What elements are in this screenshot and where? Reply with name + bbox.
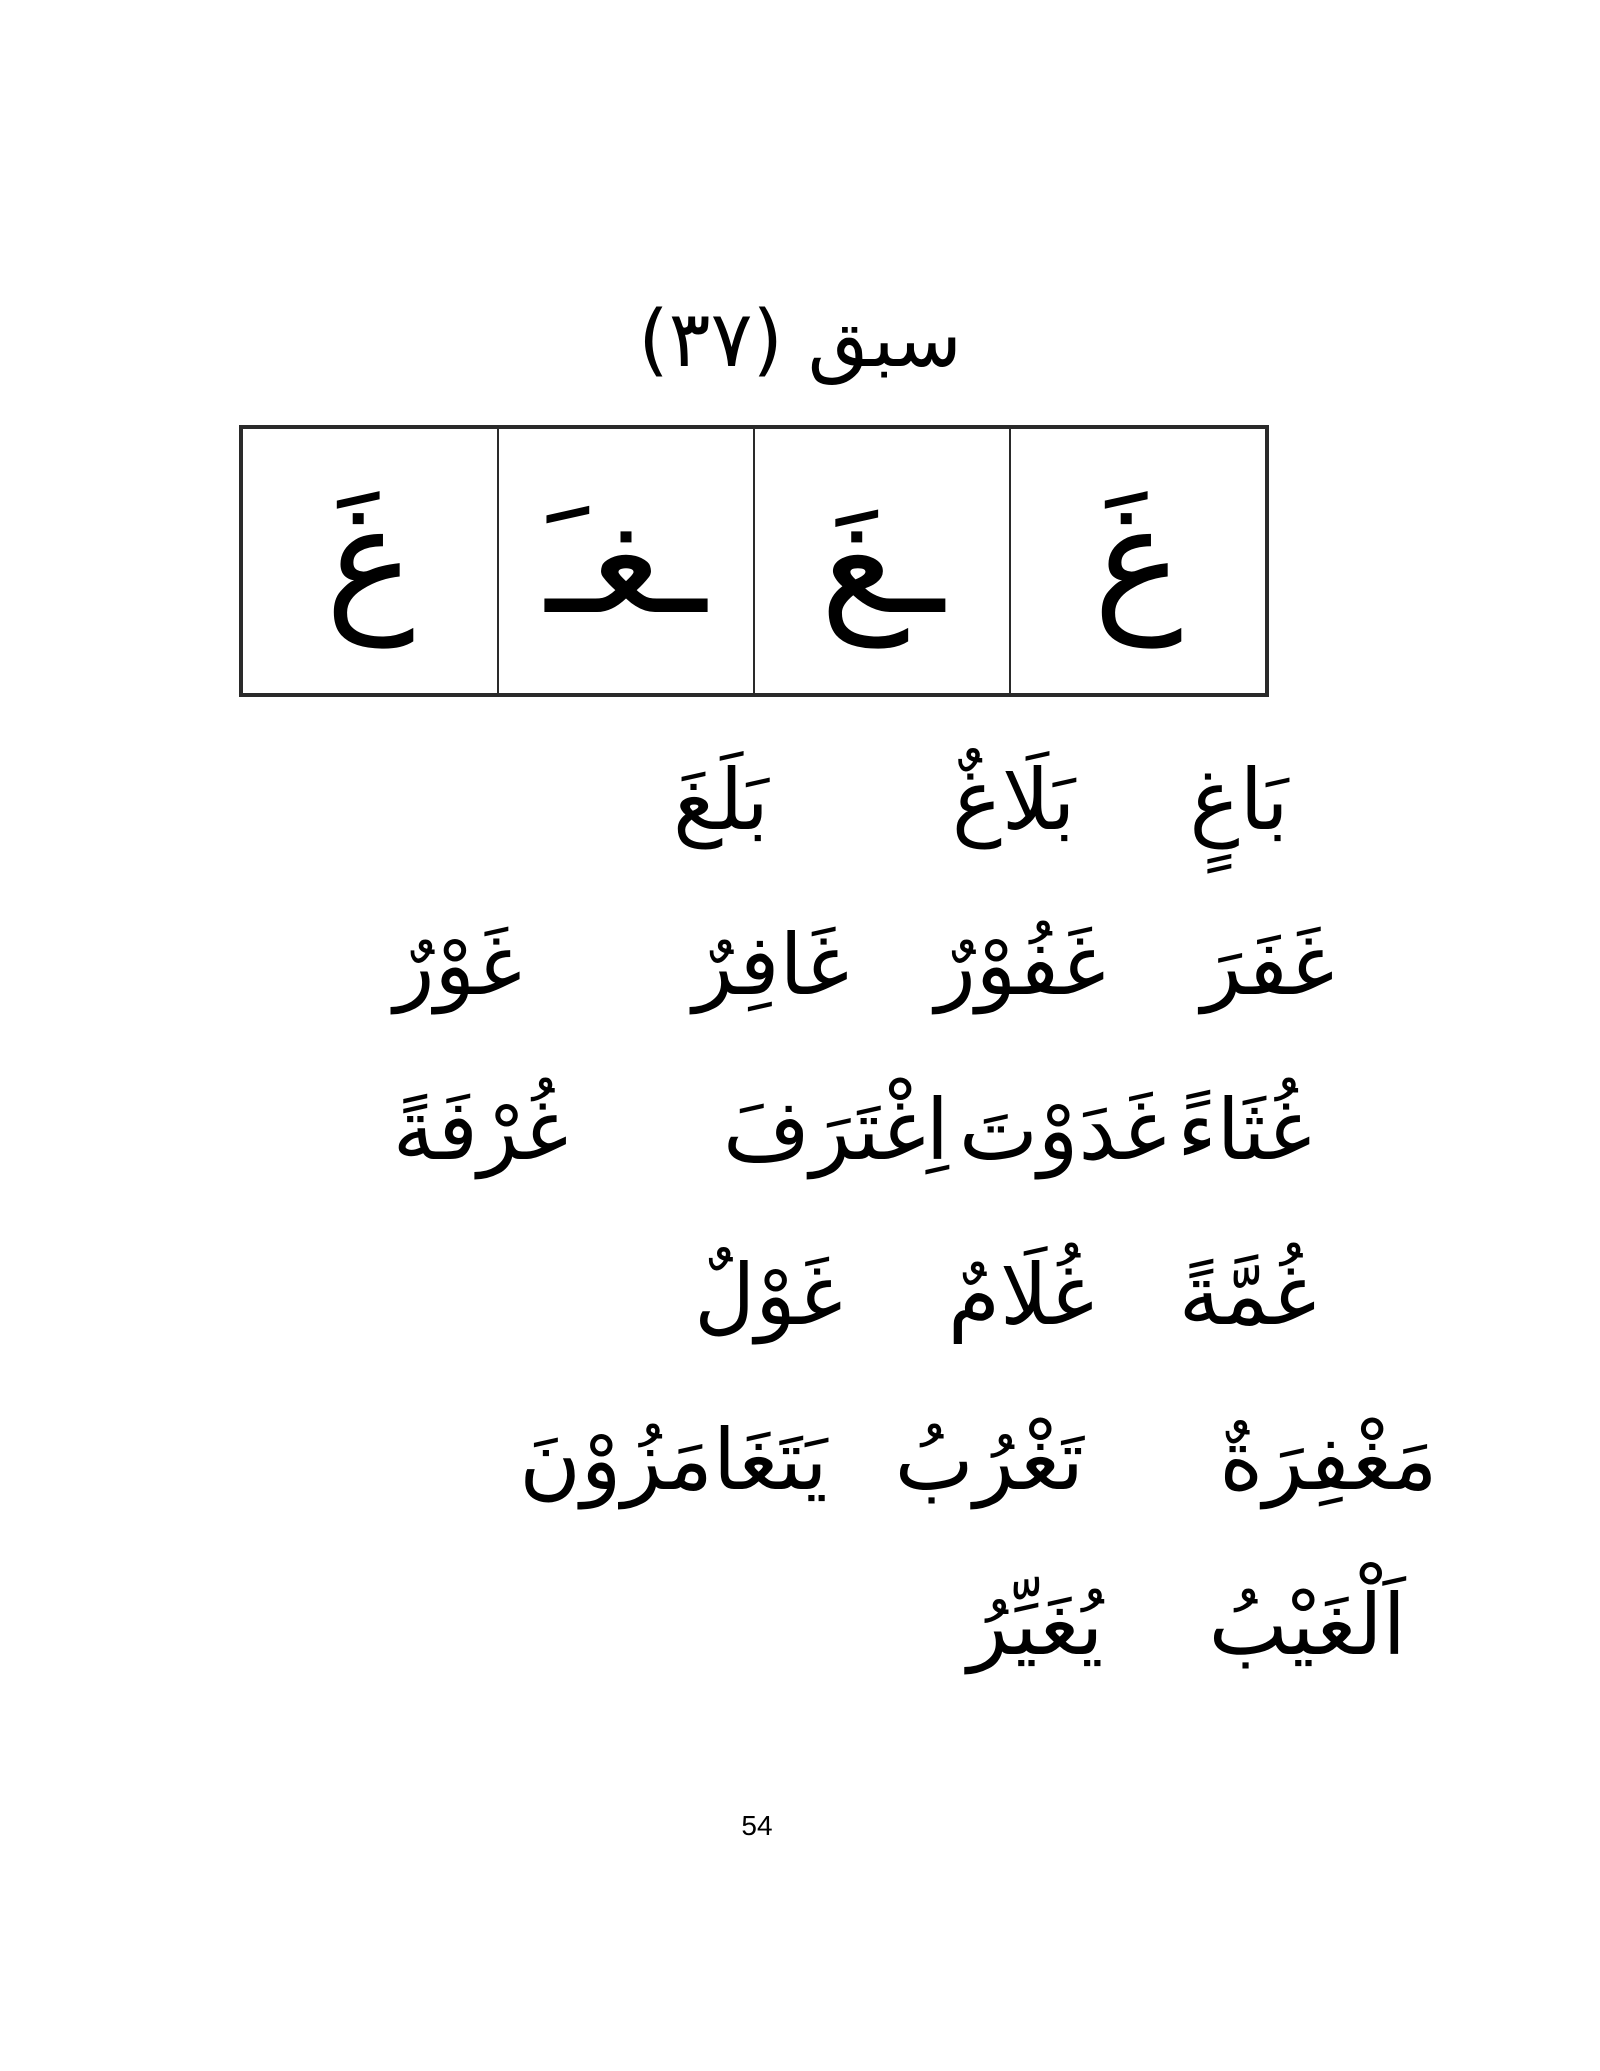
word: غَفَرَ — [1201, 916, 1335, 1014]
word: غُلَامٌ — [948, 1246, 1095, 1344]
letter-form-medial: ـغـَ — [497, 429, 753, 693]
word: غَدَوْتَ — [958, 1081, 1167, 1179]
word: غُمَّةً — [1178, 1246, 1317, 1344]
word: غَافِرٌ — [693, 916, 850, 1014]
word: غَفُوْرٌ — [935, 916, 1106, 1014]
word: تَغْرُبُ — [894, 1411, 1084, 1509]
word: يَتَغَامَزُوْنَ — [519, 1411, 828, 1509]
word-row — [240, 1230, 1317, 1395]
word-list — [240, 735, 1438, 1725]
word: غُثَاءً — [1177, 1081, 1312, 1179]
word-row — [240, 900, 1335, 1065]
word-row — [240, 1395, 1438, 1560]
word: اَلْغَيْبُ — [1208, 1576, 1406, 1674]
letter-forms-table — [239, 425, 1269, 697]
word: يُغَيِّرُ — [967, 1576, 1104, 1674]
letter-form-isolated: غَ — [1009, 429, 1265, 693]
word: بَلَاغٌ — [951, 751, 1076, 849]
word: غُرْفَةً — [392, 1081, 569, 1179]
word-row — [240, 1560, 1406, 1725]
word: اِغْتَرَفَ — [723, 1081, 950, 1179]
word: بَاغٍ — [1189, 751, 1289, 849]
letter-form-final: ـغَ — [753, 429, 1009, 693]
word: بَلَغَ — [672, 751, 769, 849]
word: غَوْلٌ — [694, 1246, 843, 1344]
page-number: 54 — [741, 1810, 773, 1841]
word-row — [240, 1065, 1312, 1230]
word-row — [240, 735, 1289, 900]
word: مَغْفِرَةٌ — [1219, 1411, 1438, 1509]
lesson-title: سبق (٣٧) — [638, 295, 962, 385]
letter-form-initial: غَ — [325, 474, 415, 648]
word: غَوْرٌ — [393, 916, 522, 1014]
